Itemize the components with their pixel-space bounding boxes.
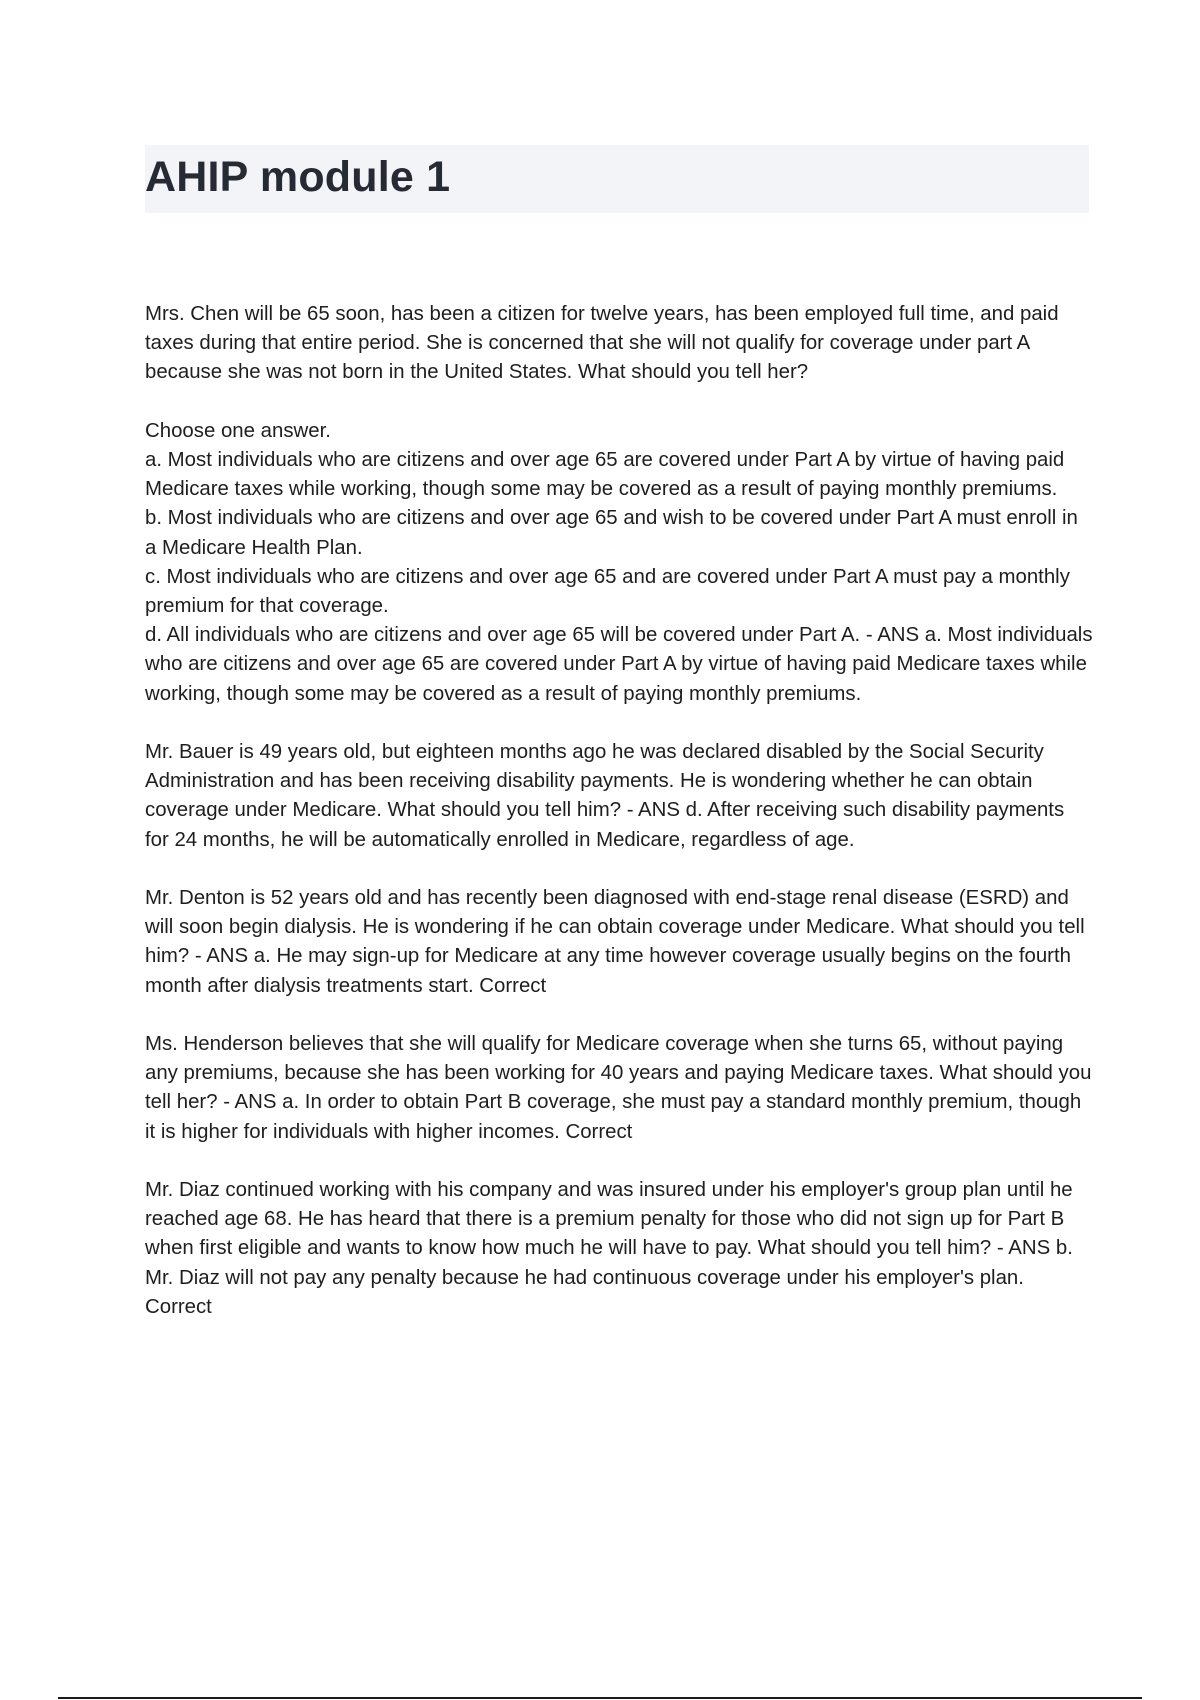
question-answer-text: Ms. Henderson believes that she will qualify for Medicare coverage when she turns 65, without paying any premiums, because she has been working for 40 years and paying Medicare taxes. What should you tell her? - ANS a. In order to obtain Part B coverage, she must pay a standard monthly premium, though it is higher for individuals with higher incomes. Correct: [145, 1033, 1092, 1143]
option-c: c. Most individuals who are citizens and over age 65 and are covered under Part A must pay a monthly premium for that coverage.: [145, 565, 1070, 618]
choose-instruction: Choose one answer.: [145, 419, 331, 442]
document-body: [145, 300, 1093, 1351]
question-henderson: [145, 1030, 1093, 1147]
page-title: AHIP module 1: [145, 153, 451, 201]
question-diaz: [145, 1176, 1093, 1322]
footer-divider: [58, 1697, 1142, 1699]
question-bauer: [145, 738, 1093, 855]
question-answer-text: Mr. Denton is 52 years old and has recently been diagnosed with end-stage renal disease (ESRD) and will soon begin dialysis. He is wondering if he can obtain coverage under Medicare. What should you tell him? - ANS a. He may sign-up for Medicare at any time however coverage usually begins on the fourth month after dialysis treatments start. Correct: [145, 887, 1085, 997]
question-denton: [145, 884, 1093, 1001]
question-chen: [145, 300, 1093, 709]
title-banner: [145, 145, 1089, 213]
question-text: Mrs. Chen will be 65 soon, has been a citizen for twelve years, has been employed full time, and paid taxes during that entire period. She is concerned that she will not qualify for coverage under part A because she was not born in the United States. What should you tell her?: [145, 303, 1059, 384]
spacer: [145, 388, 1093, 417]
option-a: a. Most individuals who are citizens and over age 65 are covered under Part A by virtue of having paid Medicare taxes while working, though some may be covered as a result of paying monthly premiums.: [145, 449, 1065, 501]
option-b: b. Most individuals who are citizens and over age 65 and wish to be covered under Part A must enroll in a Medicare Health Plan.: [145, 507, 1078, 559]
question-answer-text: Mr. Bauer is 49 years old, but eighteen months ago he was declared disabled by the Social Security Administration and has been receiving disability payments. He is wondering whether he can obtain coverage under Medicare. What should you tell him? - ANS d. After receiving such disability payments for 24 months, he will be automatically enrolled in Medicare, regardless of age.: [145, 741, 1065, 851]
option-d-with-answer: d. All individuals who are citizens and over age 65 will be covered under Part A. - ANS a. Most individuals who are citizens and over age 65 are covered under Part A by virtue of having paid Medicare taxes while working, though some may be covered as a result of paying monthly premiums.: [145, 624, 1093, 705]
question-answer-text: Mr. Diaz continued working with his company and was insured under his employer's group plan until he reached age 68. He has heard that there is a premium penalty for those who did not sign up for Part B when first eligible and wants to know how much he will have to pay. What should you tell him? - ANS b. Mr. Diaz will not pay any penalty because he had continuous coverage under his employer's plan. Correct: [145, 1179, 1073, 1318]
